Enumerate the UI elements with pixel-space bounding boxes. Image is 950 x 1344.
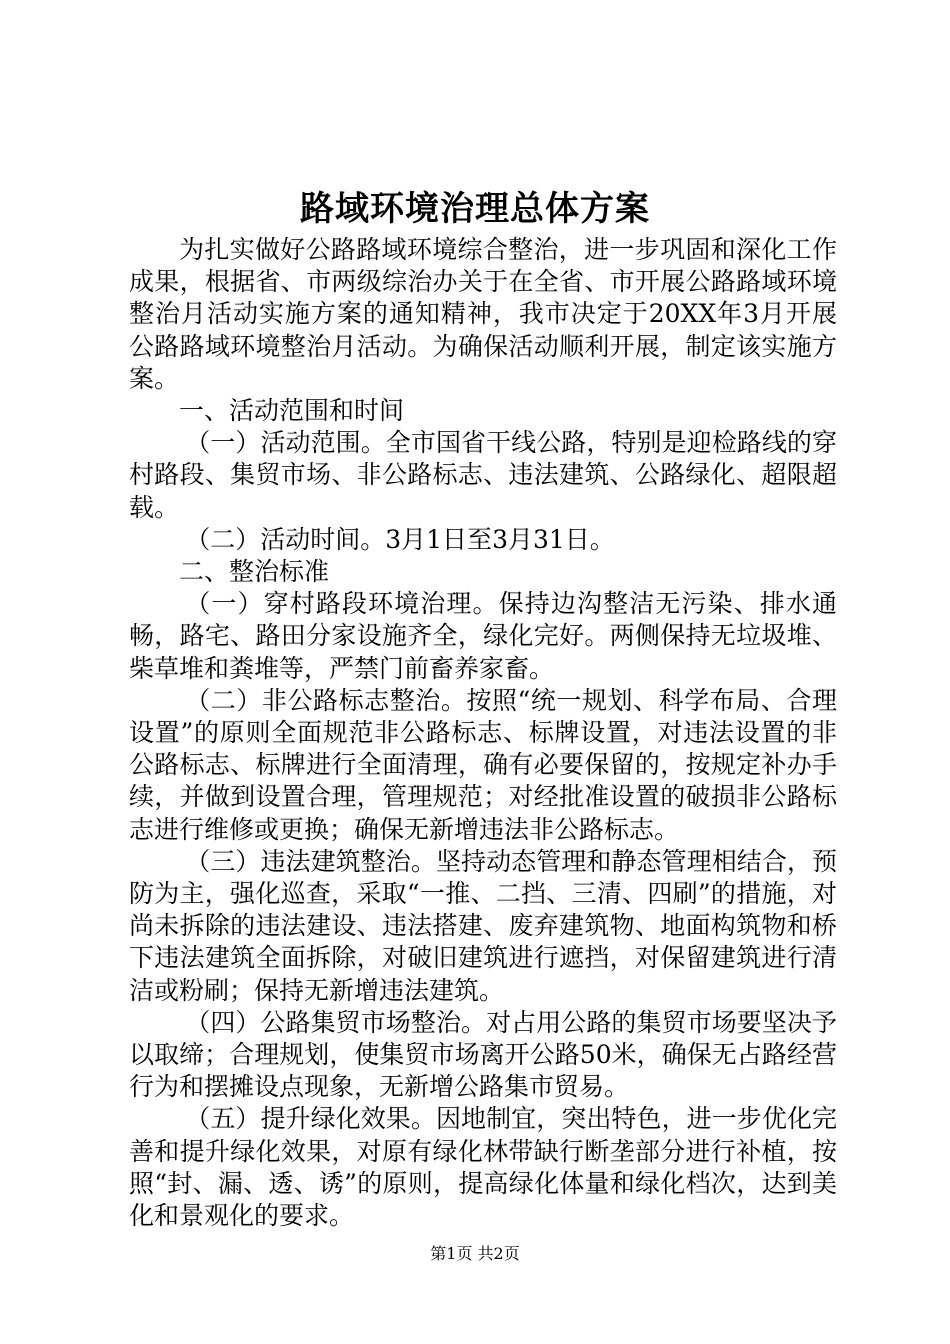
section-heading-scope-time: 一、活动范围和时间: [179, 396, 405, 426]
item-greening: （五）提升绿化效果。因地制宜，突出特色，进一步优化完善和提升绿化效果，对原有绿化林带缺行断垄部分进行补植，按照“封、漏、透、诱”的原则，提高绿化体量和绿化档次，达到美化和景观化的要求。: [129, 1104, 837, 1231]
item-non-road-signs: （二）非公路标志整治。按照“统一规划、科学布局、合理设置”的原则全面规范非公路标志、标牌设置，对违法设置的非公路标志、标牌进行全面清理，确有必要保留的，按规定补办手续，并做到设置合理，管理规范；对经批准设置的破损非公路标志进行维修或更换；确保无新增违法非公路标志。: [129, 685, 837, 844]
section-heading-standards: 二、整治标准: [179, 557, 330, 587]
document-title: 路域环境治理总体方案: [300, 189, 650, 229]
item-activity-scope: （一）活动范围。全市国省干线公路，特别是迎检路线的穿村路段、集贸市场、非公路标志、违法建筑、公路绿化、超限超载。: [129, 428, 837, 522]
item-illegal-buildings: （三）违法建筑整治。坚持动态管理和静态管理相结合，预防为主，强化巡查，采取“一推、二挡、三清、四刷”的措施，对尚未拆除的违法建设、违法搭建、废弃建筑物、地面构筑物和桥下违法建筑全面拆除，对破旧建筑进行遮挡，对保留建筑进行清洁或粉刷；保持无新增违法建筑。: [129, 846, 837, 1005]
page-footer: 第1页 共2页: [430, 1244, 520, 1263]
item-markets: （四）公路集贸市场整治。对占用公路的集贸市场要坚决予以取缔；合理规划，使集贸市场离开公路50米，确保无占路经营行为和摆摊设点现象，无新增公路集市贸易。: [129, 1007, 837, 1102]
document-body: [129, 234, 837, 1232]
intro-paragraph: 为扎实做好公路路域环境综合整治，进一步巩固和深化工作成果，根据省、市两级综治办关于在全省、市开展公路路域环境整治月活动实施方案的通知精神，我市决定于20XX年3月开展公路路域环境整治月活动。为确保活动顺利开展，制定该实施方案。: [129, 235, 837, 393]
item-village-road: （一）穿村路段环境治理。保持边沟整洁无污染、排水通畅，路宅、路田分家设施齐全，绿化完好。两侧保持无垃圾堆、柴草堆和粪堆等，严禁门前畜养家畜。: [129, 589, 837, 683]
item-activity-time: （二）活动时间。3月1日至3月31日。: [185, 524, 615, 554]
